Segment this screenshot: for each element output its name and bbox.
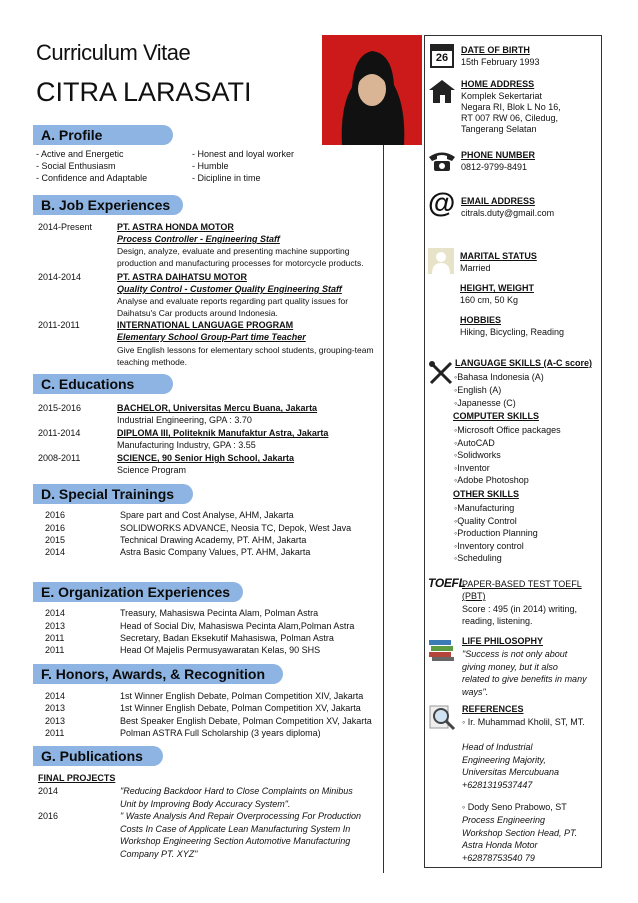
publications-subtitle: FINAL PROJECTS: [38, 773, 116, 783]
language-item: ◦ Bahasa Indonesia (A): [454, 371, 544, 384]
section-publications: G. Publications: [33, 746, 163, 766]
job-desc: Analyse and evaluate reports regarding part quality issues for Daihatsu's Car products around Indonesia.: [117, 296, 349, 318]
job-desc: Design, analyze, evaluate and presenting machine supporting production and manufacturing processes for motorcycle products.: [117, 246, 364, 268]
phone-icon: [428, 150, 456, 177]
email-value: citrals.duty@gmail.com: [461, 208, 555, 218]
training-text: Technical Drawing Academy, PT. AHM, Jakarta: [120, 535, 307, 545]
pub-year: 2014: [38, 786, 59, 796]
tools-icon: [428, 360, 454, 391]
address-line: Negara RI, Blok L No 16,: [461, 102, 561, 112]
honor-year: 2011: [45, 728, 65, 738]
address-line: Komplek Sekertariat: [461, 91, 543, 101]
language-item: ◦ Japanesse (C): [454, 397, 516, 410]
profile-left-2: - Social Enthusiasm: [36, 161, 116, 171]
toefl-logo: TOEFL: [428, 576, 466, 590]
training-text: Astra Basic Company Values, PT. AHM, Jakarta: [120, 547, 311, 557]
edu-school: BACHELOR, Universitas Mercu Buana, Jakarta: [117, 403, 318, 413]
section-jobs: B. Job Experiences: [33, 195, 183, 215]
edu-period: 2011-2014: [38, 428, 81, 438]
philosophy-value: "Success is not only about giving money, but it also related to give benefits in many ways".: [462, 649, 587, 697]
edu-detail: Manufacturing Industry, GPA : 3.55: [117, 440, 256, 450]
training-year: 2016: [45, 510, 66, 520]
height-label: HEIGHT, WEIGHT: [460, 283, 534, 293]
pub-year: 2016: [38, 811, 59, 821]
profile-right-3: - Dicipline in time: [192, 173, 261, 183]
job-role: Quality Control - Customer Quality Engineering Staff: [117, 284, 342, 294]
profile-left-1: - Active and Energetic: [36, 149, 124, 159]
ref2-name: ◦ Dody Seno Prabowo, ST: [462, 802, 567, 812]
job-desc: Give English lessons for elementary school students, grouping-team teaching methode.: [117, 345, 374, 367]
other-item: ◦ Scheduling: [454, 552, 502, 565]
job-period: 2014-2014: [38, 272, 82, 282]
cv-label: Curriculum Vitae: [36, 40, 191, 65]
org-year: 2011: [45, 633, 65, 643]
org-text: Head Of Majelis Permusyawaratan Kelas, 90 SHS: [120, 645, 321, 655]
page-title: CITRA LARASATI: [36, 77, 252, 107]
job-period: 2014-Present: [38, 222, 93, 232]
language-item: ◦ English (A): [454, 384, 501, 397]
marital-value: Married: [460, 263, 491, 273]
edu-detail: Science Program: [117, 465, 187, 475]
org-text: Treasury, Mahasiswa Pecinta Alam, Polman Astra: [120, 608, 319, 618]
phone-value: 0812-9799-8491: [461, 162, 528, 172]
other-label: OTHER SKILLS: [453, 489, 520, 499]
section-organization: E. Organization Experiences: [33, 582, 243, 602]
edu-period: 2015-2016: [38, 403, 82, 413]
job-company: PT. ASTRA DAIHATSU MOTOR: [117, 272, 247, 282]
home-icon: [427, 78, 457, 109]
job-company: INTERNATIONAL LANGUAGE PROGRAM: [117, 320, 294, 330]
references-label: REFERENCES: [462, 704, 524, 714]
other-item: ◦ Production Planning: [454, 527, 538, 540]
training-year: 2016: [45, 523, 66, 533]
person-icon: [428, 248, 454, 274]
org-text: Head of Social Div, Mahasiswa Pecinta Alam,Polman Astra: [120, 621, 355, 631]
philosophy-label: LIFE PHILOSOPHY: [462, 636, 544, 646]
toefl-label-2: (PBT): [462, 591, 486, 601]
pub-text: "Reducing Backdoor Hard to Close Complaints on Minibus Unit by Improving Body Accuracy System".: [120, 786, 353, 809]
height-value: 160 cm, 50 Kg: [460, 295, 519, 305]
toefl-label: PAPER-BASED TEST TOEFL: [462, 579, 582, 589]
honor-year: 2013: [45, 716, 66, 726]
profile-right-2: - Humble: [192, 161, 229, 171]
org-year: 2013: [45, 621, 66, 631]
column-divider: [383, 145, 384, 873]
ref2-detail: Process Engineering Workshop Section Head, PT. Astra Honda Motor +62878753540 79: [462, 815, 578, 863]
pub-text: " Waste Analysis And Repair Overprocessing For Production Costs In Case of Applicate Lean Manufacturing System In Workshop Engineering Section Automotive Manufacturing Company PT. XYZ": [120, 811, 361, 859]
other-item: ◦ Quality Control: [454, 515, 517, 528]
training-year: 2015: [45, 535, 66, 545]
email-icon: @: [428, 187, 456, 218]
edu-period: 2008-2011: [38, 453, 81, 463]
magnifier-icon: [428, 704, 456, 737]
org-text: Secretary, Badan Eksekutif Mahasiswa, Polman Astra: [120, 633, 334, 643]
section-education: C. Educations: [33, 374, 173, 394]
profile-left-3: - Confidence and Adaptable: [36, 173, 148, 183]
profile-photo: [322, 35, 422, 145]
honor-text: 1st Winner English Debate, Polman Competition XIV, Jakarta: [120, 691, 364, 701]
training-year: 2014: [45, 547, 66, 557]
section-trainings: D. Special Trainings: [33, 484, 193, 504]
dob-value: 15th February 1993: [461, 57, 540, 67]
other-item: ◦ Manufacturing: [454, 502, 514, 515]
language-label: LANGUAGE SKILLS (A-C score): [455, 358, 593, 368]
org-year: 2014: [45, 608, 66, 618]
computer-item: ◦ Solidworks: [454, 449, 501, 462]
ref1-detail: Head of Industrial Engineering Majority, Universitas Mercubuana +6281319537447: [462, 742, 560, 790]
computer-item: ◦ Microsoft Office packages: [454, 424, 561, 437]
edu-detail: Industrial Engineering, GPA : 3.70: [117, 415, 252, 425]
toefl-value: Score : 495 (in 2014) writing, reading, listening.: [462, 604, 578, 626]
computer-label: COMPUTER SKILLS: [453, 411, 540, 421]
edu-school: DIPLOMA III, Politeknik Manufaktur Astra, Jakarta: [117, 428, 329, 438]
honor-text: Best Speaker English Debate, Polman Competition XV, Jakarta: [120, 716, 372, 726]
computer-item: ◦ Inventor: [454, 462, 490, 475]
profile-right-1: - Honest and loyal worker: [192, 149, 295, 159]
phone-label: PHONE NUMBER: [461, 150, 536, 160]
address-line: RT 007 RW 06, Ciledug,: [461, 113, 559, 123]
marital-label: MARITAL STATUS: [460, 251, 537, 261]
training-text: Spare part and Cost Analyse, AHM, Jakarta: [120, 510, 294, 520]
computer-item: ◦ Adobe Photoshop: [454, 474, 529, 487]
honor-year: 2014: [45, 691, 66, 701]
books-icon: [428, 636, 456, 667]
address-label: HOME ADDRESS: [461, 79, 535, 89]
honor-text: Polman ASTRA Full Scholarship (3 years diploma): [120, 728, 321, 738]
hobbies-label: HOBBIES: [460, 315, 502, 325]
email-label: EMAIL ADDRESS: [461, 196, 536, 206]
dob-label: DATE OF BIRTH: [461, 45, 530, 55]
honor-text: 1st Winner English Debate, Polman Competition XV, Jakarta: [120, 703, 361, 713]
honor-year: 2013: [45, 703, 66, 713]
other-item: ◦ Inventory control: [454, 540, 524, 553]
address-line: Tangerang Selatan: [461, 124, 537, 134]
job-role: Elementary School Group-Part time Teacher: [117, 332, 306, 342]
org-year: 2011: [45, 645, 65, 655]
training-text: SOLIDWORKS ADVANCE, Neosia TC, Depok, West Java: [120, 523, 352, 533]
section-profile: A. Profile: [33, 125, 173, 145]
job-company: PT. ASTRA HONDA MOTOR: [117, 222, 234, 232]
hobbies-value: Hiking, Bicycling, Reading: [460, 327, 565, 337]
section-honors: F. Honors, Awards, & Recognition: [33, 664, 283, 684]
job-role: Process Controller - Engineering Staff: [117, 234, 280, 244]
ref1-name: ◦ Ir. Muhammad Kholil, ST, MT.: [462, 717, 585, 727]
computer-item: ◦ AutoCAD: [454, 437, 495, 450]
calendar-icon: 26: [430, 44, 454, 68]
edu-school: SCIENCE, 90 Senior High School, Jakarta: [117, 453, 295, 463]
job-period: 2011-2011: [38, 320, 80, 330]
